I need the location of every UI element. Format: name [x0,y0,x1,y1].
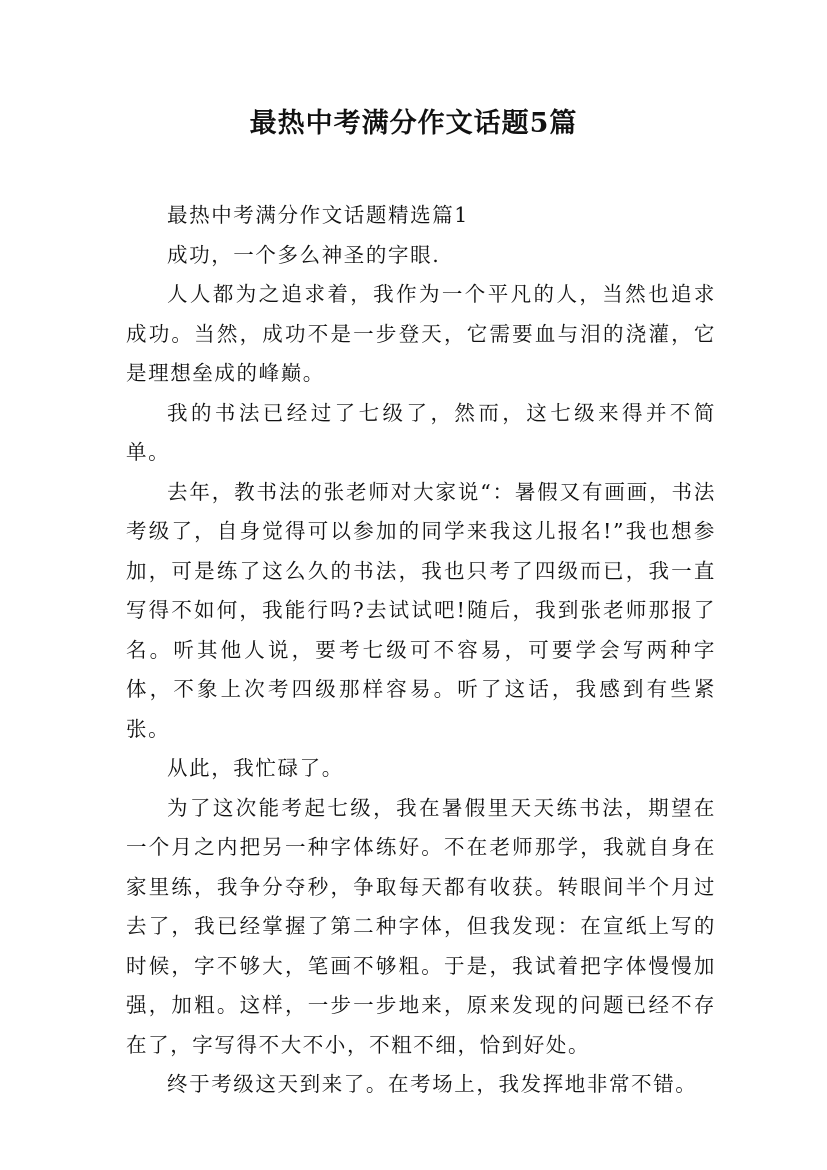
paragraph: 为了这次能考起七级，我在暑假里天天练书法，期望在一个月之内把另一种字体练好。不在老师那学，我就自身在家里练，我争分夺秒，争取每天都有收获。转眼间半个月过去了，我已经掌握了第二种字体，但我发现：在宣纸上写的时候，字不够大，笔画不够粗。于是，我试着把字体慢慢加强，加粗。这样，一步一步地来，原来发现的问题已经不存在了，字写得不大不小，不粗不细，恰到好处。 [126,795,716,1057]
paragraph: 人人都为之追求着，我作为一个平凡的人，当然也追求成功。当然，成功不是一步登天，它需要血与泪的浇灌，它是理想垒成的峰巅。 [126,282,716,385]
document-body [126,196,716,1105]
paragraph: 成功，一个多么神圣的字眼. [167,242,441,267]
paragraph: 我的书法已经过了七级了，然而，这七级来得并不简单。 [126,400,716,464]
paragraph: 从此，我忙碌了。 [167,756,344,780]
paragraph: 去年，教书法的张老师对大家说“：暑假又有画画，书法考级了，自身觉得可以参加的同学来我这儿报名!”我也想参加，可是练了这么久的书法，我也只考了四级而已，我一直写得不如何，我能行吗?去试试吧!随后，我到张老师那报了名。听其他人说，要考七级可不容易，可要学会写两种字体，不象上次考四级那样容易。听了这话，我感到有些紧张。 [126,479,716,741]
document-title: 最热中考满分作文话题5篇 [249,108,578,139]
paragraph: 终于考级这天到来了。在考场上，我发挥地非常不错。 [167,1072,698,1096]
paragraph-subtitle: 最热中考满分作文话题精选篇1 [167,203,469,227]
